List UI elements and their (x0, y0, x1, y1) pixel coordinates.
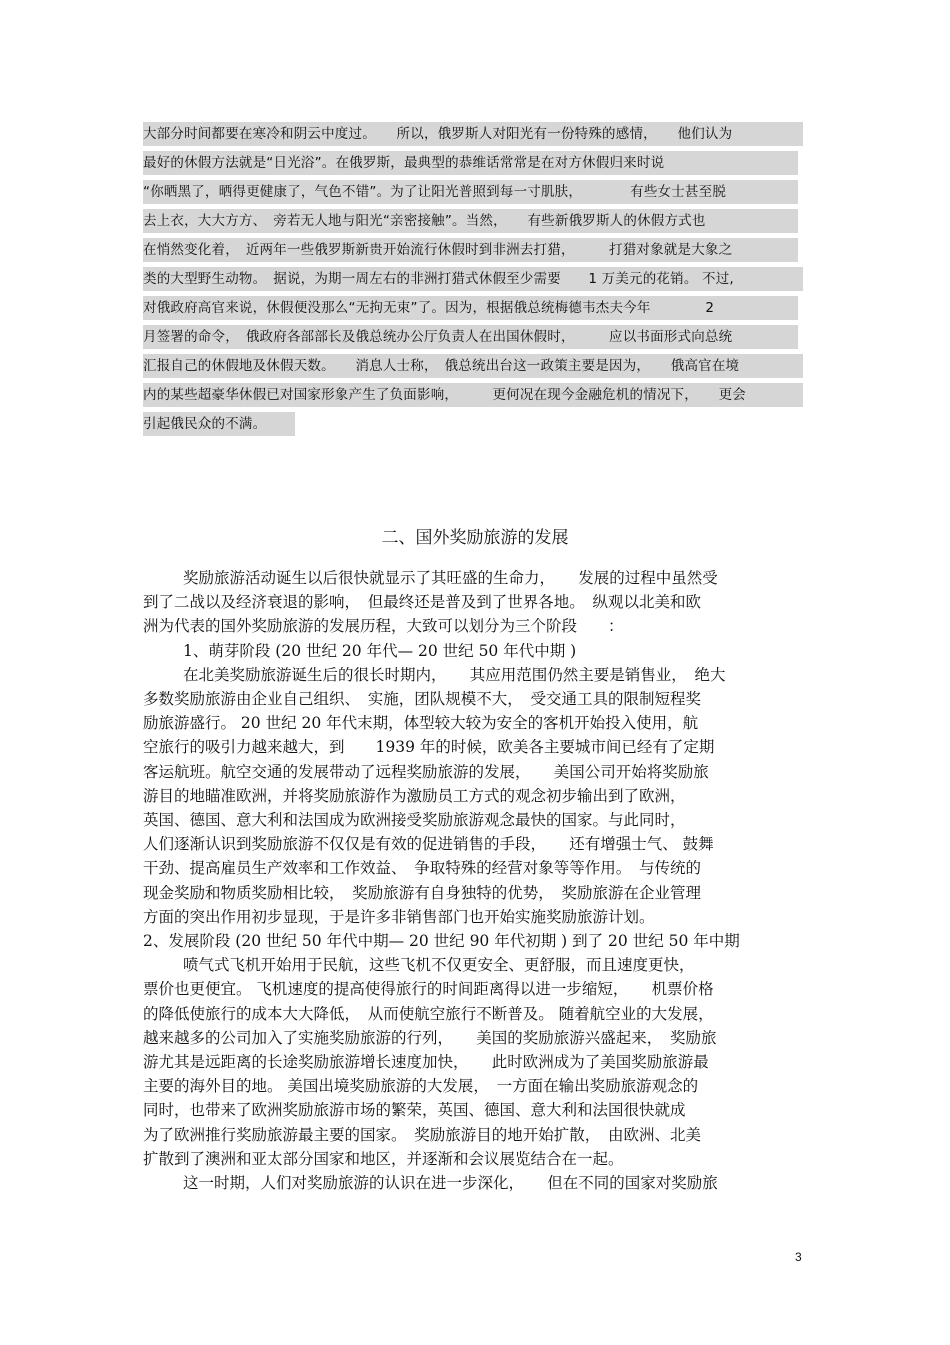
paragraph-line: 客运航班。航空交通的发展带动了远程奖励旅游的发展， 美国公司开始将奖励旅 (143, 763, 709, 781)
paragraph-line: 方面的突出作用初步显现，于是许多非销售部门也开始实施奖励旅游计划。 (143, 908, 655, 926)
paragraph-line: 游尤其是远距离的长途奖励旅游增长速度加快， 此时欧洲成为了美国奖励旅游最 (143, 1053, 709, 1071)
highlighted-line: 月签署的命令， 俄政府各部部长及俄总统办公厅负责人在出国休假时， 应以书面形式向总统 (143, 325, 798, 349)
highlighted-line: 内的某些超豪华休假已对国家形象产生了负面影响， 更何况在现今金融危机的情况下， 更会 (143, 383, 803, 407)
paragraph-line: 的降低使旅行的成本大大降低， 从而使航空旅行不断普及。 随着航空业的大发展， (143, 1005, 714, 1023)
paragraph-line: 为了欧洲推行奖励旅游最主要的国家。 奖励旅游目的地开始扩散， 由欧洲、北美 (143, 1126, 702, 1144)
highlighted-line: 类的大型野生动物。 据说，为期一周左右的非洲打猎式休假至少需要 1 万美元的花销。 不过, (143, 267, 803, 291)
paragraph-line: 到了二战以及经济衰退的影响， 但最终还是普及到了世界各地。 纵观以北美和欧 (143, 593, 702, 611)
paragraph-line: 这一时期，人们对奖励旅游的认识在进一步深化， 但在不同的国家对奖励旅 (183, 1174, 718, 1192)
highlighted-line: 在悄然变化着， 近两年一些俄罗斯新贵开始流行休假时到非洲去打猎， 打猎对象就是大象之 (143, 238, 798, 262)
paragraph-line: 在北美奖励旅游诞生后的很长时期内， 其应用范围仍然主要是销售业， 绝大 (183, 666, 726, 684)
highlighted-line: 最好的休假方法就是“日光浴”。在俄罗斯，最典型的恭维话常常是在对方休假归来时说 (143, 151, 798, 175)
highlighted-line: 汇报自己的休假地及休假天数。 消息人士称， 俄总统出台这一政策主要是因为， 俄高官在境 (143, 354, 803, 378)
highlighted-line: 去上衣，大大方方、 旁若无人地与阳光“亲密接触”。当然， 有些新俄罗斯人的休假方式也 (143, 209, 798, 233)
paragraph-line: 主要的海外目的地。 美国出境奖励旅游的大发展， 一方面在输出奖励旅游观念的 (143, 1077, 699, 1095)
paragraph-line: 励旅游盛行。 20 世纪 20 年代末期，体型较大较为安全的客机开始投入使用，航 (143, 714, 699, 732)
paragraph-line: 现金奖励和物质奖励相比较， 奖励旅游有自身独特的优势， 奖励旅游在企业管理 (143, 884, 702, 902)
paragraph-line: 喷气式飞机开始用于民航，这些飞机不仅更安全、更舒服，而且速度更快， (183, 956, 695, 974)
paragraph-line: 越来越多的公司加入了实施奖励旅游的行列， 美国的奖励旅游兴盛起来， 奖励旅 (143, 1029, 717, 1047)
paragraph-line: 奖励旅游活动诞生以后很快就显示了其旺盛的生命力， 发展的过程中虽然受 (183, 569, 718, 587)
paragraph-line: 游目的地瞄准欧洲，并将奖励旅游作为激励员工方式的观念初步输出到了欧洲， (143, 787, 686, 805)
paragraph-line: 洲为代表的国外奖励旅游的发展历程，大致可以划分为三个阶段 ： (143, 617, 624, 635)
paragraph-line: 同时，也带来了欧洲奖励旅游市场的繁荣，英国、德国、意大利和法国很快就成 (143, 1101, 686, 1119)
highlighted-line: 引起俄民众的不满。 (143, 412, 295, 436)
paragraph-line: 2、发展阶段 (20 世纪 50 年代中期— 20 世纪 90 年代初期 ) 到了 20 世纪 50 年中期 (143, 932, 740, 950)
paragraph-line: 1、萌芽阶段 (20 世纪 20 年代— 20 世纪 50 年代中期 ) (183, 642, 577, 660)
paragraph-line: 人们逐渐认识到奖励旅游不仅仅是有效的促进销售的手段， 还有增强士气、 鼓舞 (143, 835, 714, 853)
highlighted-line: 大部分时间都要在寒冷和阴云中度过。 所以，俄罗斯人对阳光有一份特殊的感情， 他们认为 (143, 122, 803, 146)
paragraph-line: 票价也更便宜。 飞机速度的提高使得旅行的时间距离得以进一步缩短， 机票价格 (143, 980, 714, 998)
highlighted-line: “你晒黑了，晒得更健康了，气色不错”。为了让阳光普照到每一寸肌肤， 有些女士甚至脱 (143, 180, 798, 204)
paragraph-line: 空旅行的吸引力越来越大，到 1939 年的时候，欧美各主要城市间已经有了定期 (143, 738, 715, 756)
paragraph-line: 干劲、提高雇员生产效率和工作效益、 争取特殊的经营对象等等作用。 与传统的 (143, 859, 702, 877)
paragraph-line: 扩散到了澳洲和亚太部分国家和地区，并逐渐和会议展览结合在一起。 (143, 1150, 624, 1168)
page-number: 3 (795, 1250, 802, 1264)
highlighted-line: 对俄政府高官来说，休假便没那么“无拘无束”了。因为，根据俄总统梅德韦杰夫今年 2 (143, 296, 798, 320)
paragraph-line: 多数奖励旅游由企业自己组织、 实施，团队规模不大， 受交通工具的限制短程奖 (143, 690, 702, 708)
paragraph-line: 英国、德国、意大利和法国成为欧洲接受奖励旅游观念最快的国家。与此同时， (143, 811, 686, 829)
section-title: 二、国外奖励旅游的发展 (381, 528, 569, 548)
